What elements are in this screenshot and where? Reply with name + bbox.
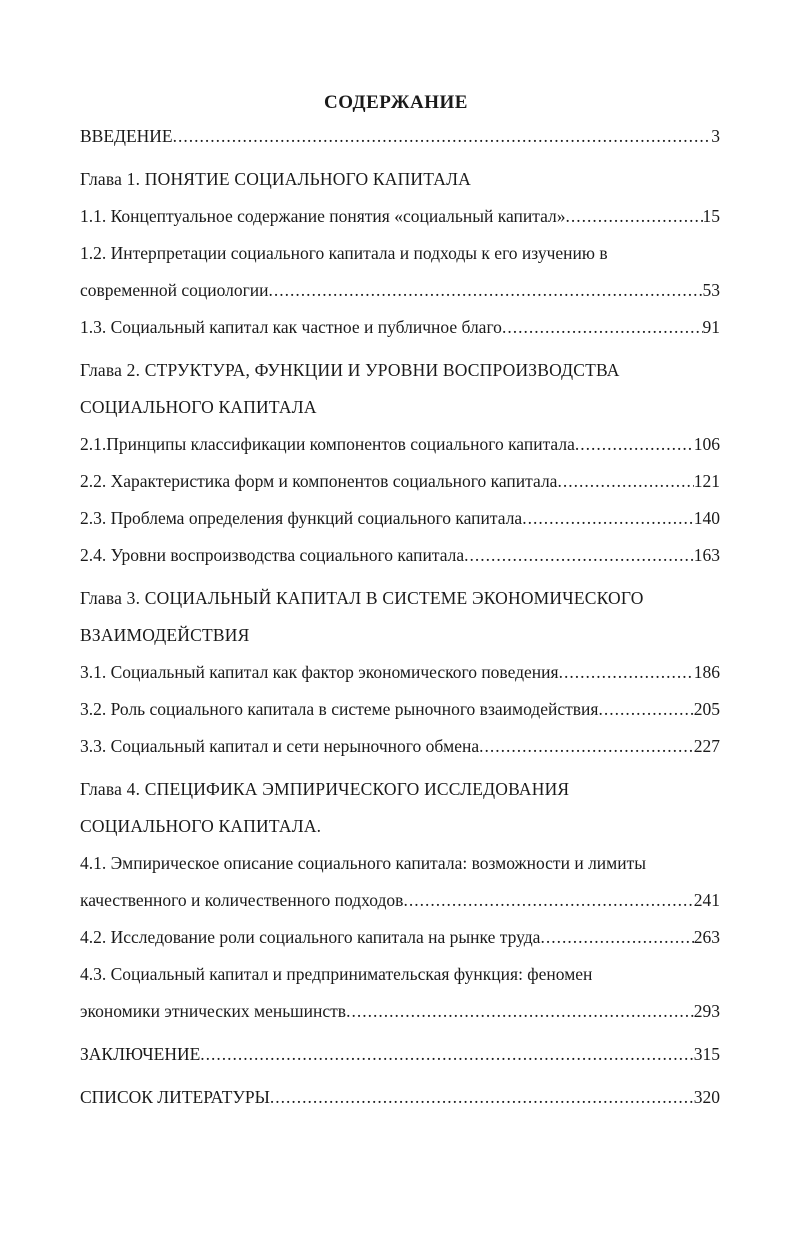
toc-page-number: 320 xyxy=(693,1087,720,1107)
toc-entry-text: 2.1.Принципы классификации компонентов социального капитала xyxy=(80,434,575,454)
toc-entry-3-3 xyxy=(80,728,720,765)
toc-entry-text: 2.2. Характеристика форм и компонентов социального капитала xyxy=(80,471,558,491)
toc-entry-text: 3.1. Социальный капитал как фактор экономического поведения xyxy=(80,662,559,682)
toc-entry-text: 1.3. Социальный капитал как частное и публичное благо xyxy=(80,317,502,337)
toc-entry-text: 3.3. Социальный капитал и сети нерыночного обмена xyxy=(80,736,480,756)
toc-entry-2-1 xyxy=(80,426,720,463)
toc-entry-text: ЗАКЛЮЧЕНИЕ xyxy=(80,1044,201,1064)
toc-entry-text: экономики этнических меньшинств xyxy=(80,1001,347,1021)
chapter-4-title-line1: Глава 4. СПЕЦИФИКА ЭМПИРИЧЕСКОГО ИССЛЕДОВАНИЯ xyxy=(80,779,570,799)
toc-leader-dots xyxy=(502,309,703,346)
toc-entry-references xyxy=(80,1079,720,1116)
toc-leader-dots xyxy=(173,118,712,155)
toc-entry-text: 3.2. Роль социального капитала в системе рыночного взаимодействия xyxy=(80,699,599,719)
toc-entry-1-3 xyxy=(80,309,720,346)
toc-entry-text: 1.1. Концептуальное содержание понятия «социальный капитал» xyxy=(80,206,566,226)
chapter-2-title-line2: СОЦИАЛЬНОГО КАПИТАЛА xyxy=(80,397,317,417)
toc-leader-dots xyxy=(557,463,693,500)
toc-leader-dots xyxy=(598,691,693,728)
chapter-4-title-line2: СОЦИАЛЬНОГО КАПИТАЛА. xyxy=(80,816,322,836)
chapter-3-title-line2: ВЗАИМОДЕЙСТВИЯ xyxy=(80,625,250,645)
toc-leader-dots xyxy=(479,728,694,765)
toc-page-number: 163 xyxy=(693,545,720,565)
toc-entry-3-1 xyxy=(80,654,720,691)
toc-entry-4-1 xyxy=(80,882,720,919)
toc-leader-dots xyxy=(270,1079,694,1116)
toc-entry-1-1 xyxy=(80,198,720,235)
table-of-contents xyxy=(80,88,720,1116)
toc-entry-4-3 xyxy=(80,993,720,1030)
toc-entry-text: 2.4. Уровни воспроизводства социального капитала xyxy=(80,545,465,565)
toc-entry-text: СПИСОК ЛИТЕРАТУРЫ xyxy=(80,1087,270,1107)
toc-page-number: 293 xyxy=(693,1001,720,1021)
toc-entry-1-2-line1: 1.2. Интерпретации социального капитала и подходы к его изучению в xyxy=(80,243,608,263)
toc-entry-text: ВВЕДЕНИЕ xyxy=(80,126,173,146)
toc-entry-text: современной социологии xyxy=(80,280,269,300)
toc-page-number: 205 xyxy=(693,699,720,719)
toc-entry-3-2 xyxy=(80,691,720,728)
toc-entry-2-4 xyxy=(80,537,720,574)
toc-page-number: 315 xyxy=(693,1044,720,1064)
chapter-1-title: Глава 1. ПОНЯТИЕ СОЦИАЛЬНОГО КАПИТАЛА xyxy=(80,169,472,189)
toc-entry-introduction xyxy=(80,118,720,155)
toc-page-number: 241 xyxy=(693,890,720,910)
toc-page-number: 140 xyxy=(693,508,720,528)
toc-leader-dots xyxy=(464,537,694,574)
toc-entry-4-2 xyxy=(80,919,720,956)
toc-leader-dots xyxy=(346,993,694,1030)
toc-page-number: 91 xyxy=(702,317,720,337)
toc-page-number: 3 xyxy=(711,126,720,146)
toc-entry-2-3 xyxy=(80,500,720,537)
toc-entry-4-3-line1: 4.3. Социальный капитал и предпринимательская функция: феномен xyxy=(80,964,593,984)
toc-page-number: 106 xyxy=(693,434,720,454)
toc-leader-dots xyxy=(575,426,694,463)
toc-page-number: 15 xyxy=(702,206,720,226)
toc-leader-dots xyxy=(200,1036,693,1073)
toc-entry-4-1-line1: 4.1. Эмпирическое описание социального капитала: возможности и лимиты xyxy=(80,853,647,873)
toc-entry-text: качественного и количественного подходов xyxy=(80,890,404,910)
toc-leader-dots xyxy=(269,272,703,309)
toc-page-number: 186 xyxy=(693,662,720,682)
toc-leader-dots xyxy=(540,919,693,956)
toc-page-number: 53 xyxy=(702,280,720,300)
toc-entry-text: 2.3. Проблема определения функций социального капитала xyxy=(80,508,523,528)
toc-page-number: 121 xyxy=(693,471,720,491)
toc-leader-dots xyxy=(522,500,694,537)
toc-leader-dots xyxy=(559,654,694,691)
toc-entry-2-2 xyxy=(80,463,720,500)
toc-entry-1-2 xyxy=(80,272,720,309)
toc-entry-text: 4.2. Исследование роли социального капитала на рынке труда xyxy=(80,927,541,947)
toc-page-number: 263 xyxy=(693,927,720,947)
toc-leader-dots xyxy=(403,882,693,919)
toc-leader-dots xyxy=(565,198,702,235)
chapter-3-title-line1: Глава 3. СОЦИАЛЬНЫЙ КАПИТАЛ В СИСТЕМЕ ЭКОНОМИЧЕСКОГО xyxy=(80,588,644,608)
toc-page-number: 227 xyxy=(693,736,720,756)
toc-entry-conclusion xyxy=(80,1036,720,1073)
page-title: СОДЕРЖАНИЕ xyxy=(324,92,468,113)
chapter-2-title-line1: Глава 2. СТРУКТУРА, ФУНКЦИИ И УРОВНИ ВОСПРОИЗВОДСТВА xyxy=(80,360,620,380)
